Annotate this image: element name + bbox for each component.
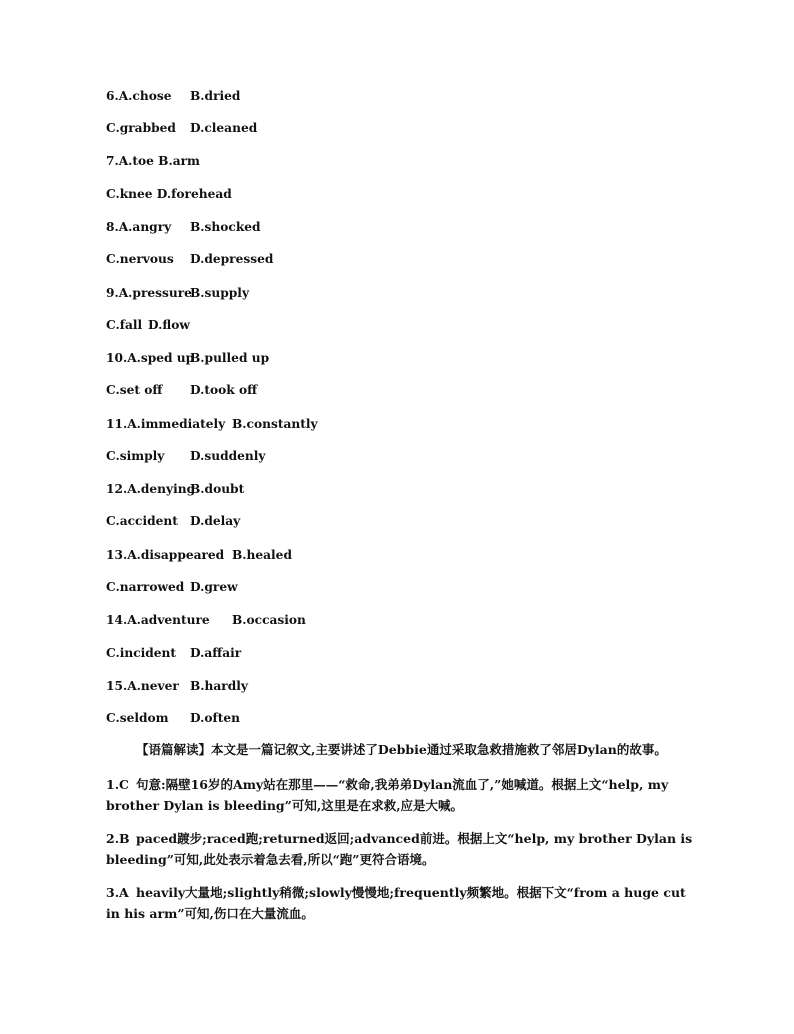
- option-row: [106, 710, 240, 726]
- option-row: [106, 645, 242, 661]
- option-a: C.set off: [106, 383, 163, 397]
- option-row: [106, 317, 190, 333]
- option-a: C.knee D.forehead: [106, 187, 232, 201]
- option-row: [106, 251, 274, 267]
- option-b: B.occasion: [232, 613, 306, 627]
- option-row: [106, 88, 241, 104]
- option-b: B.supply: [190, 286, 250, 300]
- option-a: C.accident: [106, 514, 178, 528]
- option-a: 10.A.sped up: [106, 351, 195, 365]
- answer-number: 2.B: [106, 831, 130, 846]
- option-a: C.nervous: [106, 252, 174, 266]
- answer-text: paced踱步;raced跑;returned返回;advanced前进。根据上文“help, my brother Dylan is bleeding”可知,此处表示着急去看,所以“跑”更符合语境。: [106, 831, 693, 867]
- answer-item: [106, 774, 696, 816]
- option-a: C.simply: [106, 449, 165, 463]
- option-b: B.constantly: [232, 417, 318, 431]
- option-a: C.fall: [106, 318, 143, 332]
- option-b: D.delay: [190, 514, 241, 528]
- option-b: B.dried: [190, 89, 241, 103]
- answer-number: 1.C: [106, 777, 129, 792]
- option-row: [106, 153, 200, 169]
- option-a: C.seldom: [106, 711, 169, 725]
- option-a: 8.A.angry: [106, 220, 172, 234]
- option-b: D.flow: [148, 318, 190, 332]
- option-b: B.pulled up: [190, 351, 270, 365]
- answer-text: heavily大量地;slightly稍微;slowly慢慢地;frequently频繁地。根据下文“from a huge cut in his arm”可知,伤口在大量流血。: [106, 885, 686, 921]
- option-b: D.suddenly: [190, 449, 266, 463]
- option-row: [106, 186, 232, 202]
- option-a: C.incident: [106, 646, 177, 660]
- option-a: 11.A.immediately: [106, 417, 226, 431]
- option-a: 12.A.denying: [106, 482, 196, 496]
- option-row: [106, 513, 241, 529]
- option-b: D.took off: [190, 383, 258, 397]
- option-row: [106, 120, 258, 136]
- option-row: [106, 382, 258, 398]
- option-row: [106, 579, 238, 595]
- option-a: C.narrowed: [106, 580, 185, 594]
- answer-text: 句意:隔壁16岁的Amy站在那里——“救命,我弟弟Dylan流血了,”她喊道。根据上文“help, my brother Dylan is bleeding”可知,这里是在求救,应是大喊。: [106, 777, 669, 813]
- option-b: D.affair: [190, 646, 242, 660]
- option-b: D.depressed: [190, 252, 274, 266]
- option-b: B.hardly: [190, 679, 248, 693]
- option-a: C.grabbed: [106, 121, 176, 135]
- option-row: [106, 350, 270, 366]
- option-a: 7.A.toe B.arm: [106, 154, 200, 168]
- option-a: 9.A.pressure: [106, 286, 192, 300]
- option-row: [106, 285, 250, 301]
- analysis-title: 【语篇解读】本文是一篇记叙文,主要讲述了Debbie通过采取急救措施救了邻居Dylan的故事。: [136, 742, 667, 757]
- option-a: 6.A.chose: [106, 89, 172, 103]
- option-row: [106, 612, 306, 628]
- option-a: 15.A.never: [106, 679, 179, 693]
- answer-number: 3.A: [106, 885, 129, 900]
- option-b: D.grew: [190, 580, 238, 594]
- option-row: [106, 481, 245, 497]
- option-a: 13.A.disappeared: [106, 548, 225, 562]
- answer-item: [106, 882, 696, 924]
- option-b: D.often: [190, 711, 240, 725]
- option-b: B.healed: [232, 548, 292, 562]
- option-row: [106, 416, 318, 432]
- option-a: 14.A.adventure: [106, 613, 210, 627]
- option-row: [106, 678, 248, 694]
- option-b: D.cleaned: [190, 121, 258, 135]
- option-b: B.shocked: [190, 220, 261, 234]
- answer-item: [106, 828, 696, 870]
- option-row: [106, 547, 292, 563]
- option-row: [106, 219, 261, 235]
- option-b: B.doubt: [190, 482, 245, 496]
- option-row: [106, 448, 266, 464]
